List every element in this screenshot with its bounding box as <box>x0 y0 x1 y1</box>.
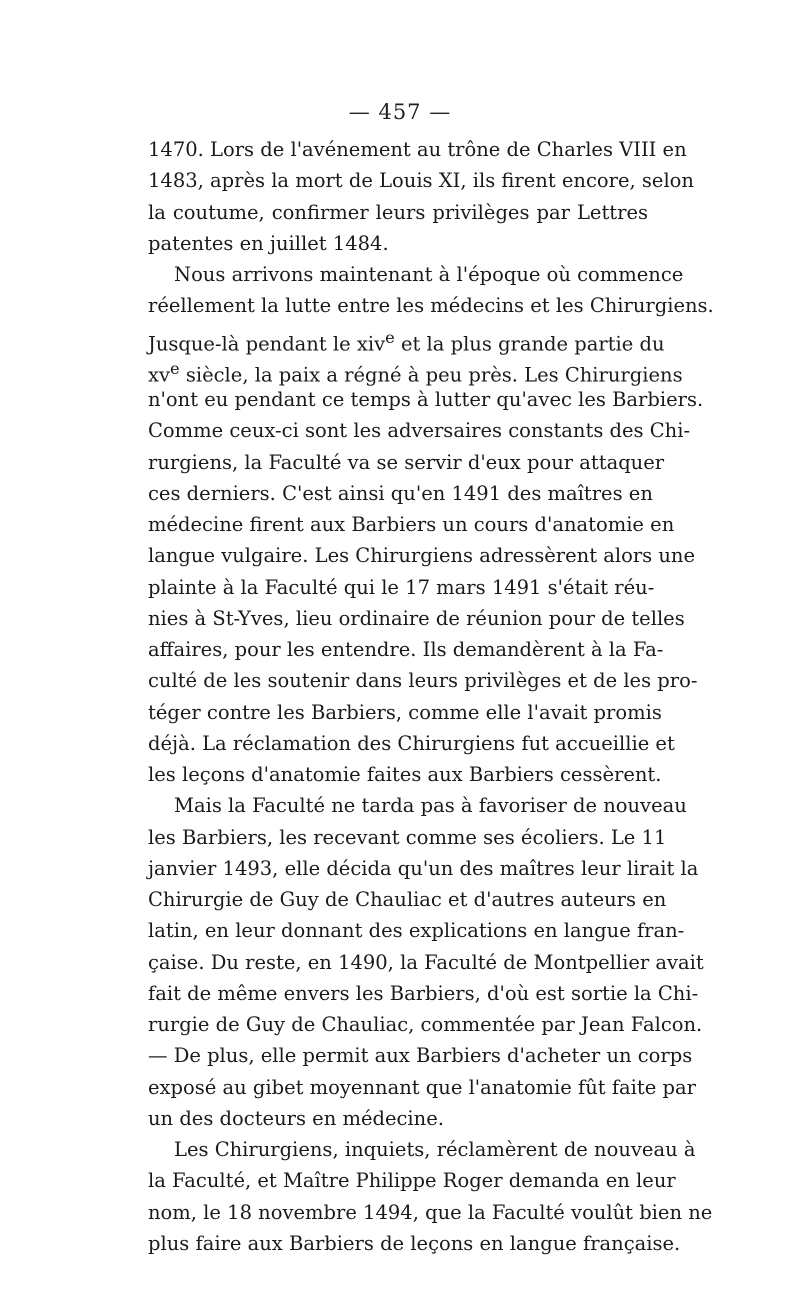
text-line: téger contre les Barbiers, comme elle l'avait promis <box>148 700 662 724</box>
text-line: nom, le 18 novembre 1494, que la Faculté voulût bien ne <box>148 1200 713 1224</box>
page-number: — 457 — <box>348 100 452 124</box>
paragraph <box>148 259 714 790</box>
text-line: $xv^e$ siècle, la paix a régné à peu près. Les Chirurgiens <box>148 358 683 387</box>
text-line: exposé au gibet moyennant que l'anatomie fût faite par <box>148 1075 696 1099</box>
text-line: Jusque-là pendant le xiv$^e$ et la plus grande partie du <box>148 327 665 355</box>
text-line: Comme ceux-ci sont les adversaires constants des Chi- <box>148 419 691 443</box>
text-line: médecine firent aux Barbiers un cours d'anatomie en <box>148 513 675 536</box>
text-line: — De plus, elle permit aux Barbiers d'acheter un corps <box>148 1044 693 1068</box>
text-line: çaise. Du reste, en 1490, la Faculté de Montpellier avait <box>148 950 704 974</box>
text-line: janvier 1493, elle décida qu'un des maîtres leur lirait la <box>148 856 699 880</box>
body-text <box>148 134 714 1259</box>
text-line: culté de les soutenir dans leurs privilèges et de les pro- <box>148 669 698 693</box>
text-line: plus faire aux Barbiers de leçons en langue française. <box>148 1231 681 1255</box>
paragraph <box>148 134 694 259</box>
text-line: n'ont eu pendant ce temps à lutter qu'avec les Barbiers. <box>148 388 704 411</box>
text-line: patentes en juillet 1484. <box>148 231 389 255</box>
text-line: la coutume, confirmer leurs privilèges par Lettres <box>148 200 648 224</box>
text-line: Nous arrivons maintenant à l'époque où commence <box>174 263 684 286</box>
text-line: les leçons d'anatomie faites aux Barbiers cessèrent. <box>148 763 662 786</box>
text-line: réellement la lutte entre les médecins et les Chirurgiens. <box>148 294 714 318</box>
text-line: Mais la Faculté ne tarda pas à favoriser de nouveau <box>174 794 687 818</box>
paragraph <box>148 790 704 1134</box>
text-line: 1483, après la mort de Louis XI, ils firent encore, selon <box>148 169 694 193</box>
text-line: déjà. La réclamation des Chirurgiens fut accueillie et <box>148 731 675 755</box>
text-line: Chirurgie de Guy de Chauliac et d'autres auteurs en <box>148 888 667 911</box>
text-line: rurgie de Guy de Chauliac, commentée par Jean Falcon. <box>148 1013 703 1036</box>
text-line: nies à St-Yves, lieu ordinaire de réunion pour de telles <box>148 606 685 630</box>
paragraph <box>148 1134 713 1259</box>
text-line: latin, en leur donnant des explications en langue fran- <box>148 919 685 943</box>
text-line: rurgiens, la Faculté va se servir d'eux pour attaquer <box>148 450 665 474</box>
text-line: fait de même envers les Barbiers, d'où est sortie la Chi- <box>148 981 699 1005</box>
text-line: les Barbiers, les recevant comme ses écoliers. Le 11 <box>148 825 667 849</box>
text-line: un des docteurs en médecine. <box>148 1106 444 1130</box>
text-line: ces derniers. C'est ainsi qu'en 1491 des maîtres en <box>148 481 653 505</box>
text-line: langue vulgaire. Les Chirurgiens adressèrent alors une <box>148 544 696 568</box>
text-line: la Faculté, et Maître Philippe Roger demanda en leur <box>148 1169 676 1193</box>
text-line: Les Chirurgiens, inquiets, réclamèrent de nouveau à <box>174 1138 696 1161</box>
text-line: 1470. Lors de l'avénement au trône de Charles VIII en <box>148 138 687 161</box>
text-line: affaires, pour les entendre. Ils demandèrent à la Fa- <box>148 638 664 661</box>
text-line: plainte à la Faculté qui le 17 mars 1491 s'était réu- <box>148 575 655 599</box>
